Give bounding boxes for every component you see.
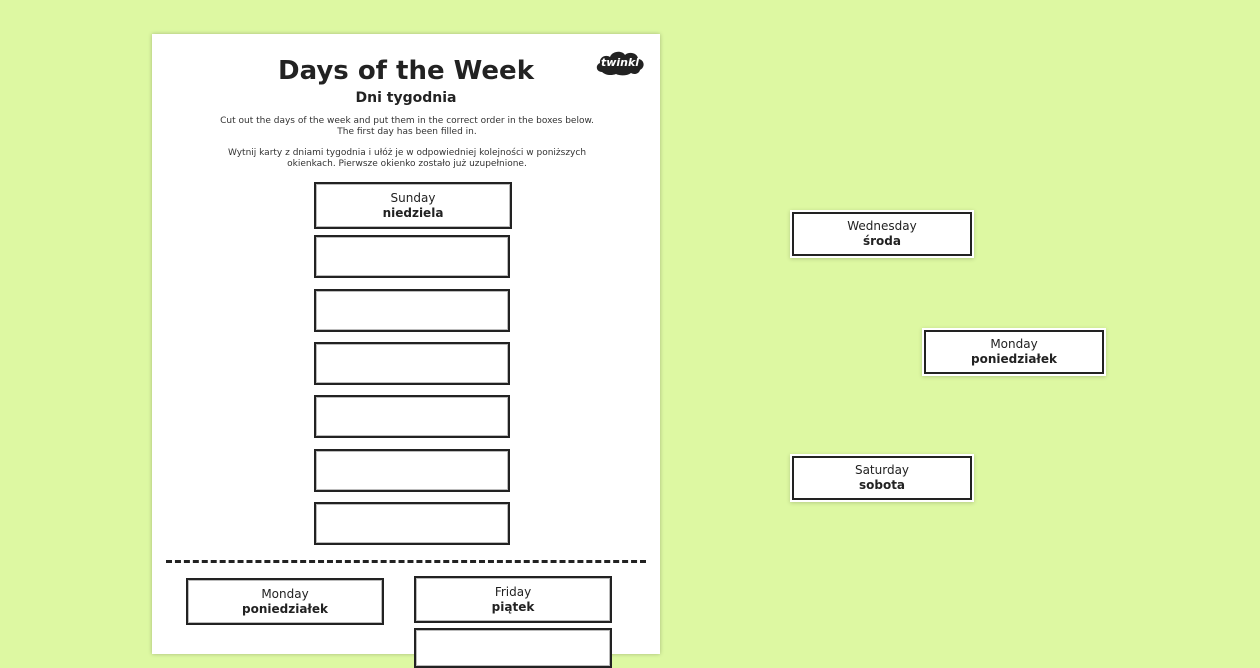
answer-box-2[interactable] [314, 235, 510, 278]
answer-box-7[interactable] [314, 502, 510, 545]
worksheet-subtitle: Dni tygodnia [355, 90, 457, 106]
loose-card-monday-pl: poniedziałek [971, 352, 1057, 366]
loose-card-saturday[interactable] [792, 456, 972, 500]
logo-text: twinkl [600, 56, 640, 69]
instructions-en [192, 116, 622, 138]
answer-box-5[interactable] [314, 395, 510, 438]
cutout-card-monday-pl: poniedziałek [242, 601, 328, 616]
answer-box-4[interactable] [314, 342, 510, 385]
worksheet-page [152, 34, 660, 654]
instructions-en-line-2: The first day has been filled in. [337, 127, 477, 137]
answer-box-1-pl: niedziela [382, 205, 444, 220]
answer-box-3[interactable] [314, 289, 510, 332]
cutout-card-friday-pl: piątek [491, 599, 535, 614]
cutout-card-friday[interactable] [414, 576, 612, 623]
loose-card-monday[interactable] [924, 330, 1104, 374]
loose-card-wednesday-pl: środa [863, 234, 901, 248]
worksheet-title: Days of the Week [278, 56, 534, 86]
instructions-pl-line-1: Wytnij karty z dniami tygodnia i ułóż je w odpowiedniej kolejności w poniższych [227, 148, 587, 158]
answer-box-1[interactable] [314, 182, 512, 229]
cutout-card-friday-en: Friday [494, 584, 532, 599]
loose-card-saturday-en: Saturday [854, 463, 910, 477]
cutout-card-partial[interactable] [414, 628, 612, 668]
cut-line [166, 560, 646, 563]
loose-card-wednesday[interactable] [792, 212, 972, 256]
instructions-pl [192, 148, 622, 170]
loose-card-monday-en: Monday [990, 337, 1038, 351]
instructions-pl-line-2: okienkach. Pierwsze okienko zostało już uzupełnione. [287, 159, 527, 169]
instructions-en-line-1: Cut out the days of the week and put them in the correct order in the boxes below. [220, 116, 594, 126]
loose-card-saturday-pl: sobota [858, 478, 906, 492]
cutout-card-monday[interactable] [186, 578, 384, 625]
cutout-card-monday-en: Monday [261, 586, 309, 601]
answer-box-1-en: Sunday [390, 190, 436, 205]
loose-card-wednesday-en: Wednesday [847, 219, 917, 233]
twinkl-logo [594, 48, 646, 78]
answer-box-6[interactable] [314, 449, 510, 492]
